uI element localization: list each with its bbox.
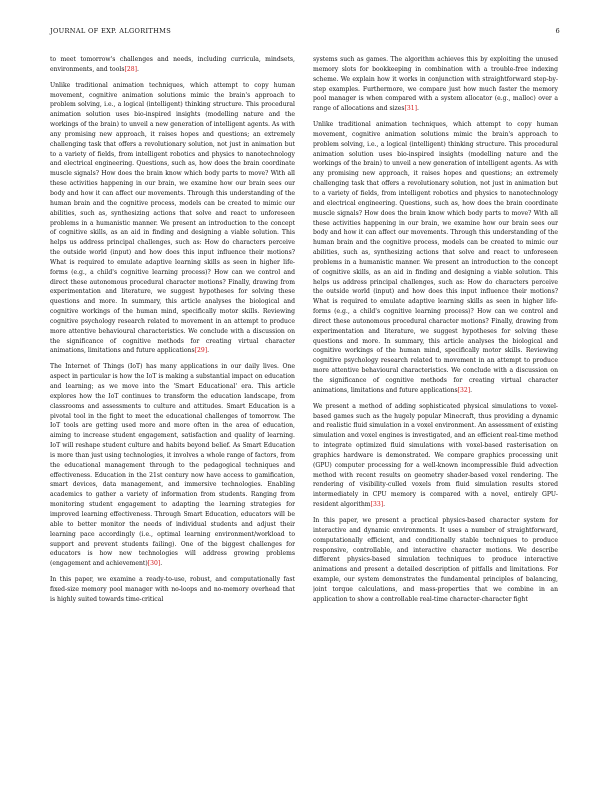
paragraph-text: Unlike traditional animation techniques, which attempt to copy human movement, cognitive animation solutions mimic the brain's approach to problem solving, i.e., a logical (intelligent) thinking structure. This procedural animation solution uses bio-inspired insights (modelling nature and the workings of the brain) to unveil a new generation of intelligent agents. As with any promising new approach, it raises hopes and questions; an extremely challenging task that offers a revolutionary solution, not just in animation but to a variety of fields, from intelligent robotics and physics to nanotechnology and electrical engineering. Questions, such as, how does the brain coordinate muscle signals? How does the brain know which body parts to move? With all these activities happening in our brain, we examine how our brain sees our body and how it can affect our movements. Through this understanding of the human brain and the cognitive process, models can be created to mimic our abilities, such as, synthesizing actions that solve and react to unforeseen problems in a humanistic manner. We present an introduction to the concept of cognitive skills, as an aid in finding and designing a viable solution. This helps us address principal challenges, such as: How do characters perceive the outside world (input) and how does this input influence their motions? What is required to emulate adaptive learning skills as seen in higher life-forms (e.g., a child's cognitive learning process)? How can we control and direct these autonomous procedural character motions? Finally, drawing from experimentation and literature, we suggest hypotheses for solving these questions and more. In summary, this article analyses the biological and cognitive workings of the human mind, specifically motor skills. Reviewing cognitive psychology research related to movement in an attempt to produce more attentive behavioural characteristics. We conclude with a discussion on the significance of cognitive methods for creating virtual character animations, limitations and future applications	[50, 81, 295, 355]
paragraph-end: .	[136, 65, 139, 73]
citation-link[interactable]: [30]	[147, 560, 161, 568]
paragraph	[50, 81, 295, 357]
left-column	[50, 55, 295, 767]
paragraph-end: .	[207, 347, 210, 355]
paragraph	[313, 402, 558, 510]
running-header	[50, 27, 560, 39]
paragraph	[50, 55, 295, 75]
paragraph-text: to meet tomorrow's challenges and needs, including curricula, mindsets, environments, and tools	[50, 56, 295, 73]
citation-link[interactable]: [32]	[457, 386, 471, 394]
paragraph	[313, 516, 558, 605]
paragraph	[313, 120, 558, 396]
right-column	[313, 55, 558, 767]
paragraph-text: systems such as games. The algorithm achieves this by exploiting the unused memory slots for bookkeeping in combination with a trouble-free indexing scheme. We explain how it works in conjunction with straightforward step-by-step examples. Furthermore, we compare just how much faster the memory pool manager is when compared with a system allocator (e.g., malloc) over a range of allocations and sizes	[313, 56, 558, 113]
paragraph	[50, 575, 295, 605]
paragraph-text: The Internet of Things (IoT) has many applications in our daily lives. One aspect in particular is how the IoT is making a substantial impact on education and learning; as we move into the 'Smart Educational' era. This article explores how the IoT continues to transform the education landscape, from classrooms and assessments to culture and attitudes. Smart Education is a pivotal tool in the fight to meet the educational challenges of tomorrow. The IoT tools are getting used more and more often in the area of education, aiming to increase student engagement, satisfaction and quality of learning. IoT will reshape student culture and habits beyond belief. As Smart Education is more than just using technologies, it involves a whole range of factors, from the educational management through to the pedagogical techniques and effectiveness. Education in the 21st century now have access to gamification, smart devices, data management, and immersive technologies. Enabling academics to gather a variety of information from students. Ranging from monitoring student engagement to adapting the learning strategies for improved learning effectiveness. Through Smart Education, educators will be able to better monitor the needs of individual students and adjust their learning pace accordingly (i.e., optimal learning environment/workload to support and prevent students failing). One of the biggest challenges for educators is how new technologies will address growing problems (engagement and achievement)	[50, 363, 295, 568]
paragraph-end: .	[383, 501, 386, 509]
journal-title: JOURNAL OF EXP. ALGORITHMS	[50, 27, 172, 35]
paragraph	[313, 55, 558, 114]
paragraph-text: We present a method of adding sophisticated physical simulations to voxel-based games such as the hugely popular Minecraft, thus providing a dynamic and realistic fluid simulation in a voxel environment. An assessment of existing simulation and voxel engines is investigated, and an efficient real-time method to integrate optimized fluid simulations with voxel-based rasterisation on graphics hardware is demonstrated. We compare graphics processing unit (GPU) computer processing for a well-known incompressible fluid advection method with recent results on geometry shader-based voxel rendering. The rendering of visibility-culled voxels from fluid simulation results stored intermediately in CPU memory is compared with a novel, entirely GPU-resident algorithm	[313, 402, 558, 509]
paragraph-end: .	[417, 105, 419, 113]
citation-link[interactable]: [29]	[194, 347, 208, 355]
paragraph-text: Unlike traditional animation techniques, which attempt to copy human movement, cognitive animation solutions mimic the brain's approach to problem solving, i.e., a logical (intelligent) thinking structure. This procedural animation solution uses bio-inspired insights (modelling nature and the workings of the brain) to unveil a new generation of intelligent agents. As with any promising new approach, it raises hopes and questions; an extremely challenging task that offers a revolutionary solution, not just in animation but to a variety of fields, from intelligent robotics and physics to nanotechnology and electrical engineering. Questions, such as, how does the brain coordinate muscle signals? How does the brain know which body parts to move? With all these activities happening in our brain, we examine how our brain sees our body and how it can affect our movements. Through this understanding of the human brain and the cognitive process, models can be created to mimic our abilities, such as, synthesizing actions that solve and react to unforeseen problems in a humanistic manner. We present an introduction to the concept of cognitive skills, as an aid in finding and designing a viable solution. This helps us address principal challenges, such as: How do characters perceive the outside world (input) and how does this input influence their motions? What is required to emulate adaptive learning skills as seen in higher life-forms (e.g., a child's cognitive learning process)? How can we control and direct these autonomous procedural character motions? Finally, drawing from experimentation and literature, we suggest hypotheses for solving these questions and more. In summary, this article analyses the biological and cognitive workings of the human mind, specifically motor skills. Reviewing cognitive psychology research related to movement in an attempt to produce more attentive behavioural characteristics. We conclude with a discussion on the significance of cognitive methods for creating virtual character animations, limitations and future applications	[313, 121, 558, 394]
paragraph-text: In this paper, we present a practical physics-based character system for interactive and dynamic environments. It uses a number of straightforward, computationally efficient, and conditionally stable techniques to produce responsive, controllable, and interactive character motions. We describe different physics-based simulation techniques to produce interactive animations and present a detailed description of pitfalls and limitations. For example, our system demonstrates the fundamental principles of balancing, joint torque calculations, and mass-properties that we combine in an application to show a controllable real-time character-character fight	[313, 516, 558, 603]
citation-link[interactable]: [28]	[124, 65, 137, 73]
paragraph	[50, 362, 295, 569]
paragraph-end: .	[470, 386, 473, 394]
paragraph-text: In this paper, we examine a ready-to-use, robust, and computationally fast fixed-size memory pool manager with no-loops and no-memory overhead that is highly suited towards time-critical	[50, 576, 295, 603]
citation-link[interactable]: [31]	[404, 105, 418, 113]
paragraph-end: .	[160, 560, 163, 568]
page-number: 6	[555, 27, 560, 35]
citation-link[interactable]: [33]	[370, 501, 384, 509]
